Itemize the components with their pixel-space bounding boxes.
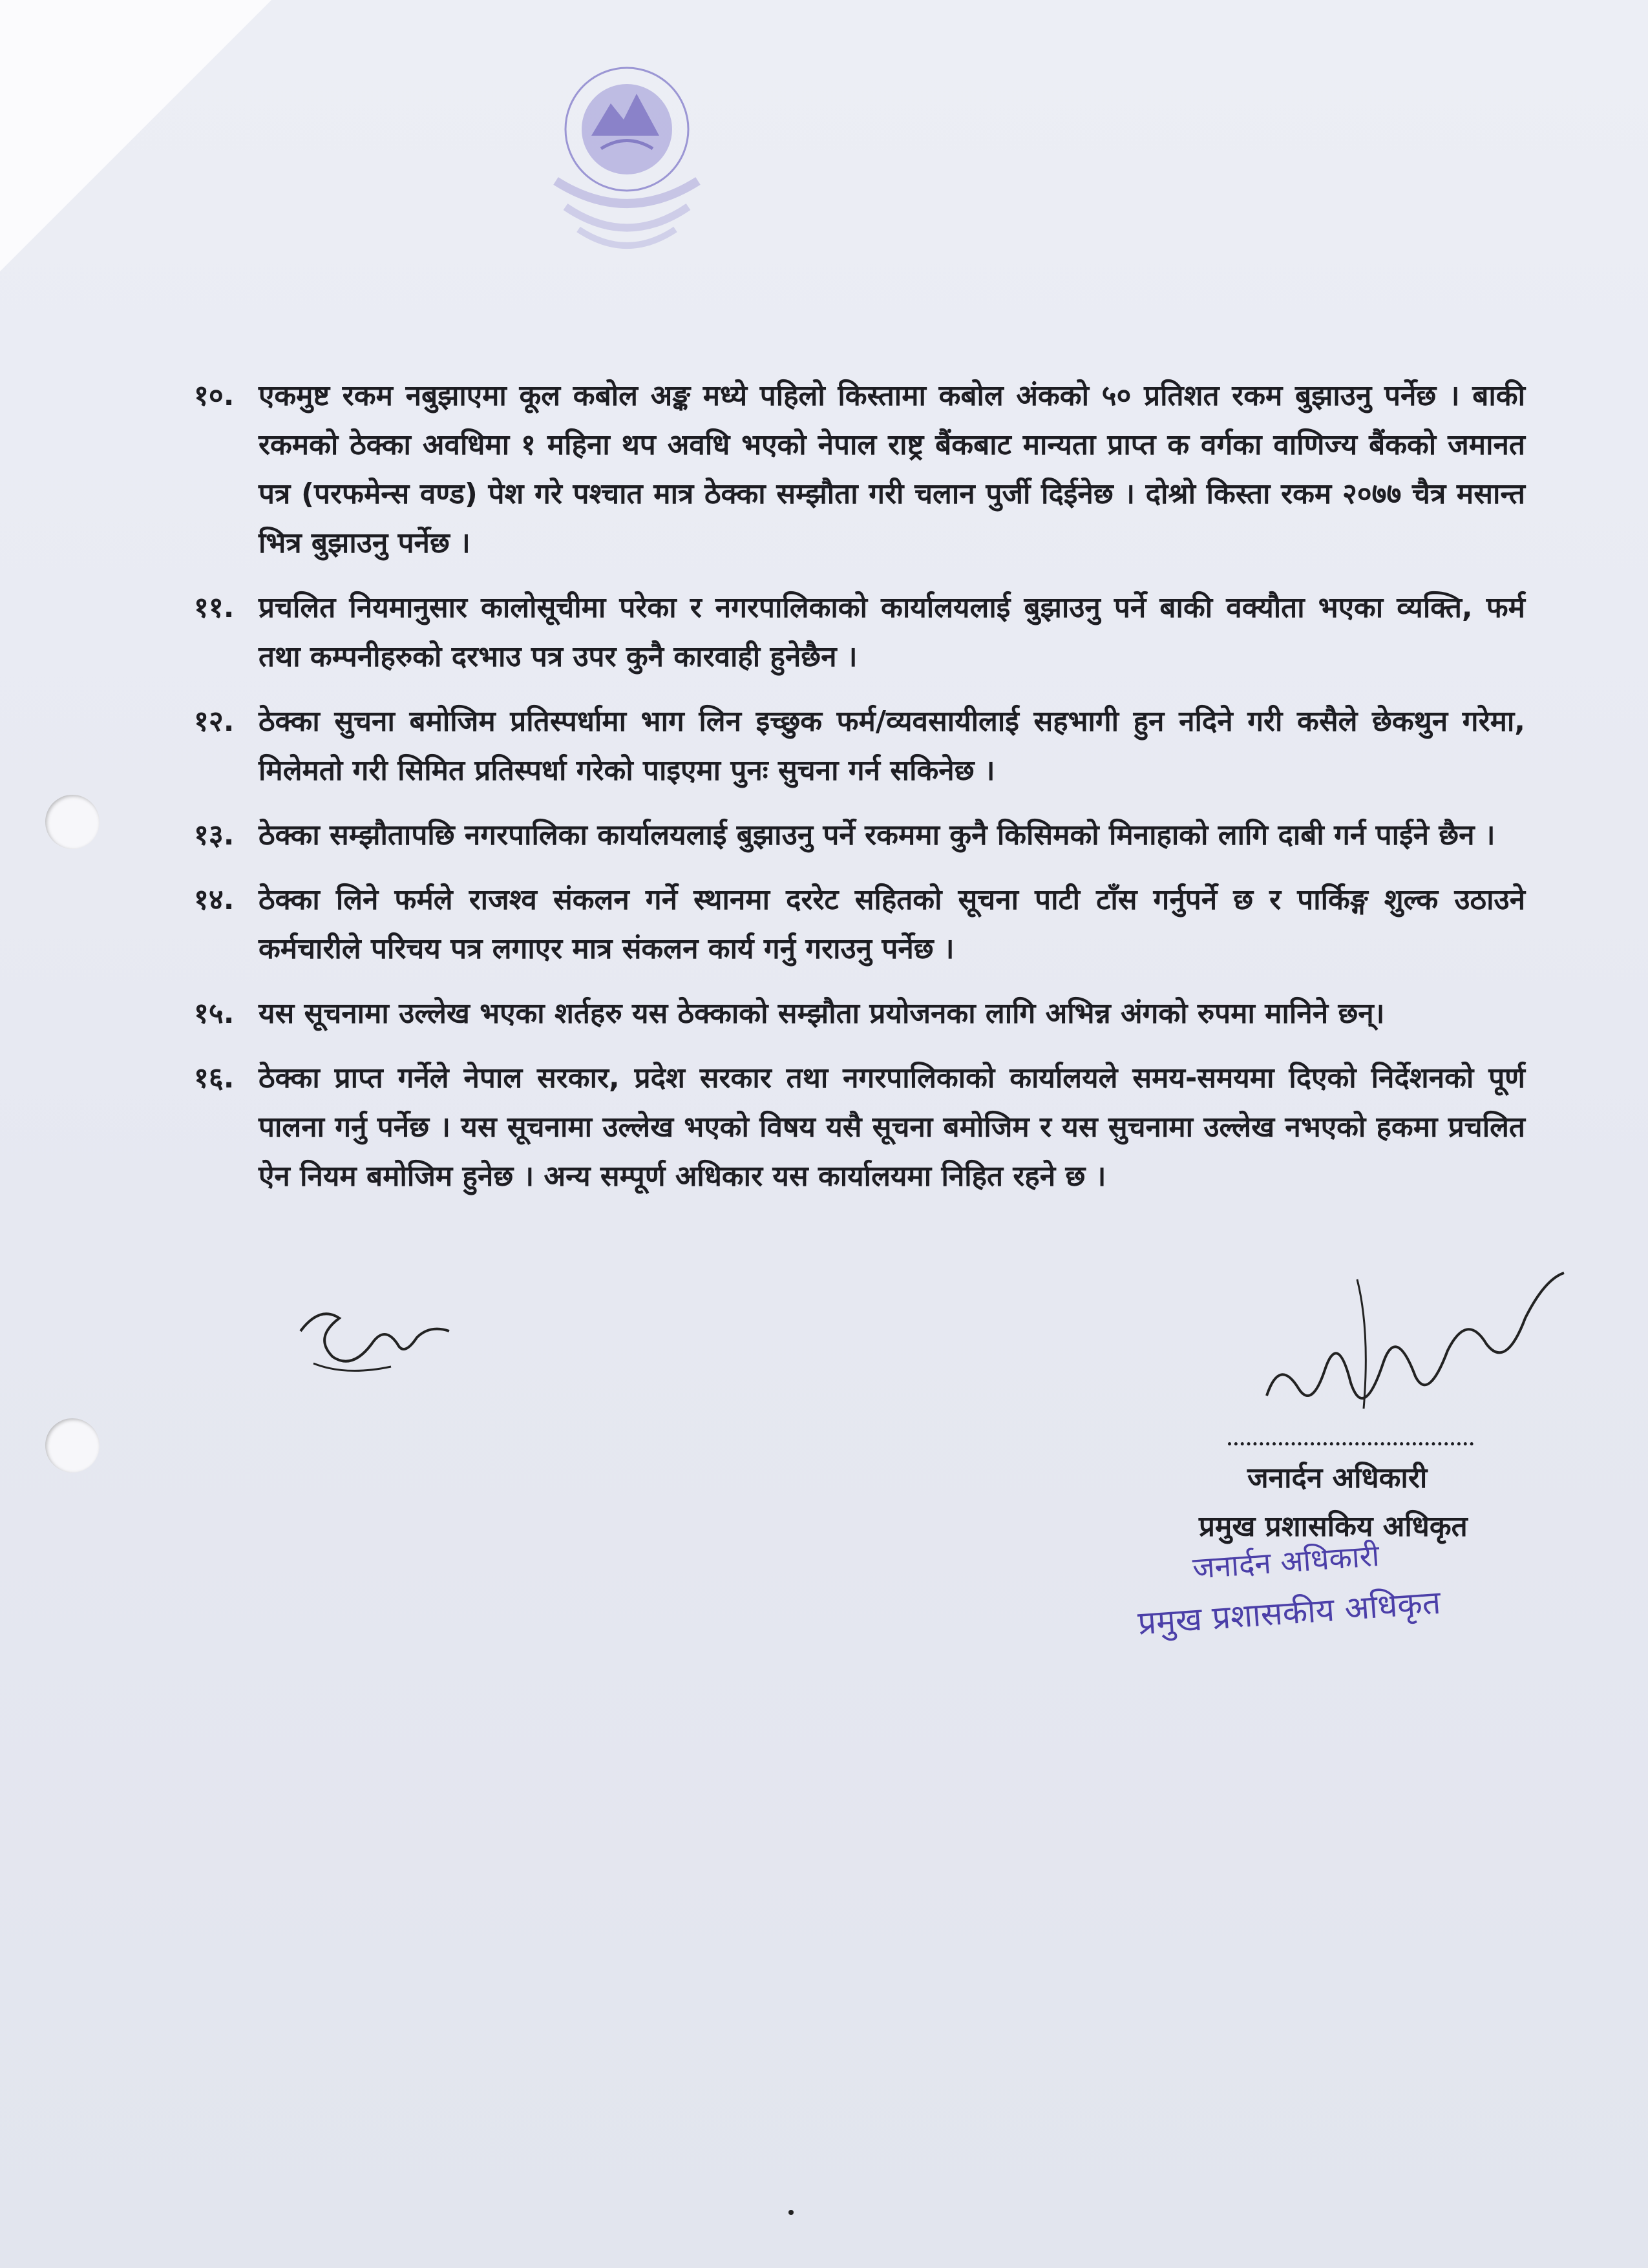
clause-number: १४. <box>194 883 235 916</box>
clause-16 <box>194 1054 1525 1201</box>
clause-14 <box>194 876 1525 974</box>
municipality-seal <box>530 58 724 265</box>
clause-number: १५. <box>194 997 235 1030</box>
handwritten-signature <box>1254 1241 1577 1447</box>
clause-text: ठेक्का सुचना बमोजिम प्रतिस्पर्धामा भाग लिन इच्छुक फर्म/व्यवसायीलाई सहभागी हुन नदिने गरी कसैले छेकथुन गरेमा, मिलेमतो गरी सिमित प्रतिस्पर्धा गरेको पाइएमा पुनः सुचना गर्न सकिनेछ । <box>259 705 1525 787</box>
signature-line <box>1228 1442 1474 1445</box>
clause-15 <box>194 989 1525 1038</box>
signatory-name: जनार्दन अधिकारी <box>1247 1462 1428 1495</box>
left-handwritten-initials <box>294 1292 456 1389</box>
clause-number: १२. <box>194 705 235 738</box>
clause-text: प्रचलित नियमानुसार कालोसूचीमा परेका र नगरपालिकाको कार्यालयलाई बुझाउनु पर्ने बाकी वक्यौता भएका व्यक्ति, फर्म तथा कम्पनीहरुको दरभाउ पत्र उपर कुनै कारवाही हुनेछैन । <box>259 591 1525 673</box>
clause-12 <box>194 697 1525 795</box>
punch-hole-lower <box>45 1418 100 1473</box>
clause-10 <box>194 372 1525 568</box>
stamp-signatory-title: प्रमुख प्रशासकीय अधिकृत <box>1136 1583 1442 1643</box>
clause-text: ठेक्का प्राप्त गर्नेले नेपाल सरकार, प्रदेश सरकार तथा नगरपालिकाको कार्यालयले समय-समयमा दिएको निर्देशनको पूर्ण पालना गर्नु पर्नेछ । यस सूचनामा उल्लेख भएको विषय यसै सूचना बमोजिम र यस सुचनामा उल्लेख नभएको हकमा प्रचलित ऐन नियम बमोजिम हुनेछ । अन्य सम्पूर्ण अधिकार यस कार्यालयमा निहित रहने छ । <box>259 1062 1525 1193</box>
clause-text: एकमुष्ट रकम नबुझाएमा कूल कबोल अङ्क मध्ये पहिलो किस्तामा कबोल अंकको ५० प्रतिशत रकम बुझाउनु पर्नेछ । बाकी रकमको ठेक्का अवधिमा १ महिना थप अवधि भएको नेपाल राष्ट्र बैंकबाट मान्यता प्राप्त क वर्गका वाणिज्य बैंकको जमानत पत्र (परफमेन्स वण्ड) पेश गरे पश्चात मात्र ठेक्का सम्झौता गरी चलान पुर्जी दिईनेछ । दोश्रो किस्ता रकम २०७७ चैत्र मसान्त भित्र बुझाउनु पर्नेछ । <box>259 379 1525 560</box>
conditions-list <box>194 372 1525 1217</box>
clause-number: १३. <box>194 819 235 852</box>
clause-number: १६. <box>194 1062 235 1095</box>
clause-11 <box>194 583 1525 682</box>
clause-number: ११. <box>194 591 235 624</box>
clause-text: ठेक्का लिने फर्मले राजश्व संकलन गर्ने स्थानमा दररेट सहितको सूचना पाटी टाँस गर्नुपर्ने छ र पार्किङ्ग शुल्क उठाउने कर्मचारीले परिचय पत्र लगाएर मात्र संकलन कार्य गर्नु गराउनु पर्नेछ । <box>259 883 1525 965</box>
folded-corner <box>0 0 271 271</box>
clause-number: १०. <box>194 379 235 412</box>
clause-text: यस सूचनामा उल्लेख भएका शर्तहरु यस ठेक्काको सम्झौता प्रयोजनका लागि अभिन्न अंगको रुपमा मानिने छन्। <box>259 997 1385 1030</box>
ink-dot <box>788 2210 794 2215</box>
signatory-title: प्रमुख प्रशासकिय अधिकृत <box>1199 1510 1468 1543</box>
stamp-signatory-name: जनार्दन अधिकारी <box>1191 1537 1381 1586</box>
clause-text: ठेक्का सम्झौतापछि नगरपालिका कार्यालयलाई बुझाउनु पर्ने रकममा कुनै किसिमको मिनाहाको लागि दाबी गर्न पाईने छैन । <box>259 819 1495 852</box>
punch-hole-upper <box>45 795 100 849</box>
clause-13 <box>194 811 1525 860</box>
